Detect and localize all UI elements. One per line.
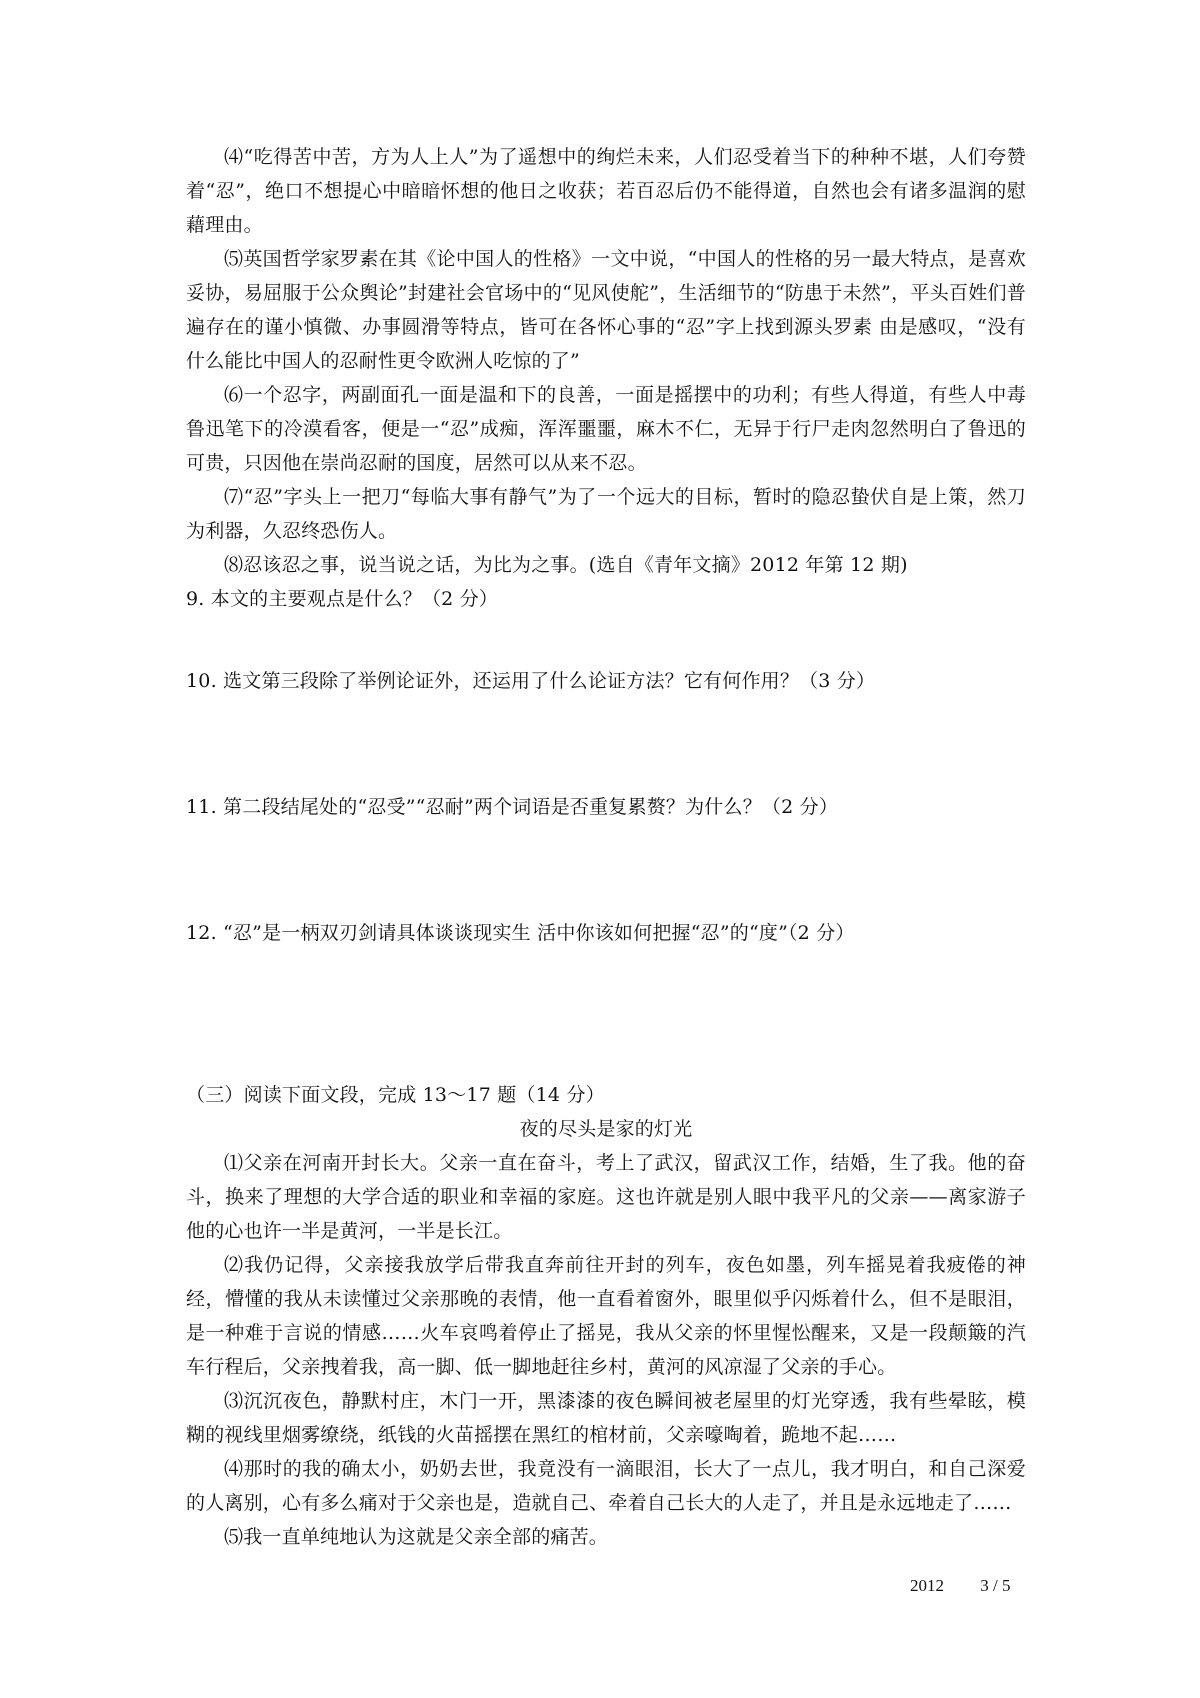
- page-number: 3 / 5: [980, 1576, 1011, 1595]
- section3-paragraph-1: ⑴父亲在河南开封长大。父亲一直在奋斗，考上了武汉，留武汉工作，结婚，生了我。他的奋斗，换来了理想的大学合适的职业和幸福的家庭。这也许就是别人眼中我平凡的父亲——离家游子他的心也许一半是黄河，一半是长江。: [186, 1152, 1026, 1242]
- section3-paragraph-3: ⑶沉沉夜色，静默村庄，木门一开，黑漆漆的夜色瞬间被老屋里的灯光穿透，我有些晕眩，模糊的视线里烟雾缭绕，纸钱的火苗摇摆在黑红的棺材前，父亲嚎啕着，跪地不起……: [186, 1390, 1026, 1446]
- article1-paragraph-5: ⑸英国哲学家罗素在其《论中国人的性格》一文中说，“中国人的性格的另一最大特点，是喜欢妥协，易屈服于公众舆论”封建社会官场中的“见风使舵”，生活细节的“防患于未然”，平头百姓们普遍存在的谨小慎微、办事圆滑等特点，皆可在各怀心事的“忍”字上找到源头罗素 由是感叹，“没有什么能比中国人的忍耐性更令欧洲人吃惊的了”: [186, 248, 1026, 372]
- article1-paragraph-8: ⑻忍该忍之事，说当说之话，为比为之事。(选自《青年文摘》2012 年第 12 期): [224, 554, 908, 576]
- section3-paragraph-5: ⑸我一直单纯地认为这就是父亲全部的痛苦。: [224, 1526, 609, 1548]
- section3-title: 夜的尽头是家的灯光: [519, 1118, 693, 1140]
- answer-space-10: [186, 698, 1026, 790]
- footer-year: 2012: [910, 1576, 944, 1595]
- article1-paragraph-4: ⑷“吃得苦中苦，方为人上人”为了遥想中的绚烂未来，人们忍受着当下的种种不堪，人们夸赞着“忍”，绝口不想提心中暗暗怀想的他日之收获；若百忍后仍不能得道，自然也会有诸多温润的慰藉理由。: [186, 146, 1026, 236]
- article1-paragraph-7: ⑺“忍”字头上一把刀“每临大事有静气”为了一个远大的目标，暂时的隐忍蛰伏自是上策，然刀为利器，久忍终恐伤人。: [186, 486, 1026, 542]
- article1-paragraph-6: ⑹一个忍字，两副面孔一面是温和下的良善，一面是摇摆中的功利；有些人得道，有些人中毒鲁迅笔下的冷漠看客，便是一“忍”成痴，浑浑噩噩，麻木不仁，无异于行尸走肉忽然明白了鲁迅的可贵，只因他在崇尚忍耐的国度，居然可以从来不忍。: [186, 384, 1026, 474]
- section3-paragraph-2: ⑵我仍记得，父亲接我放学后带我直奔前往开封的列车，夜色如墨，列车摇晃着我疲倦的神经，懵懂的我从未读懂过父亲那晚的表情，他一直看着窗外，眼里似乎闪烁着什么，但不是眼泪，是一种难于言说的情感……火车哀鸣着停止了摇晃，我从父亲的怀里惺忪醒来，又是一段颠簸的汽车行程后，父亲拽着我，高一脚、低一脚地赶往乡村，黄河的风凉湿了父亲的手心。: [186, 1254, 1026, 1378]
- page-content: [186, 140, 1026, 1554]
- answer-space-11: [186, 824, 1026, 916]
- section3-paragraph-4: ⑷那时的我的确太小，奶奶去世，我竟没有一滴眼泪，长大了一点儿，我才明白，和自己深爱的人离别，心有多么痛对于父亲也是，造就自己、牵着自己长大的人走了，并且是永远地走了……: [186, 1458, 1026, 1514]
- question-10: 10. 选文第三段除了举例论证外，还运用了什么论证方法？它有何作用？（3 分）: [186, 670, 876, 692]
- question-12: 12. “忍”是一柄双刃剑请具体谈谈现实生 活中你该如何把握“忍”的“度”（2 分）: [186, 922, 855, 944]
- answer-space-9: [186, 616, 1026, 664]
- question-9: 9. 本文的主要观点是什么？（2 分）: [186, 588, 499, 610]
- question-11: 11. 第二段结尾处的“忍受”“忍耐”两个词语是否重复累赘？为什么？（2 分）: [186, 796, 839, 818]
- section3-heading: （三）阅读下面文段，完成 13～17 题（14 分）: [186, 1084, 605, 1106]
- page-footer: [910, 1576, 1010, 1596]
- answer-space-12: [186, 950, 1026, 1078]
